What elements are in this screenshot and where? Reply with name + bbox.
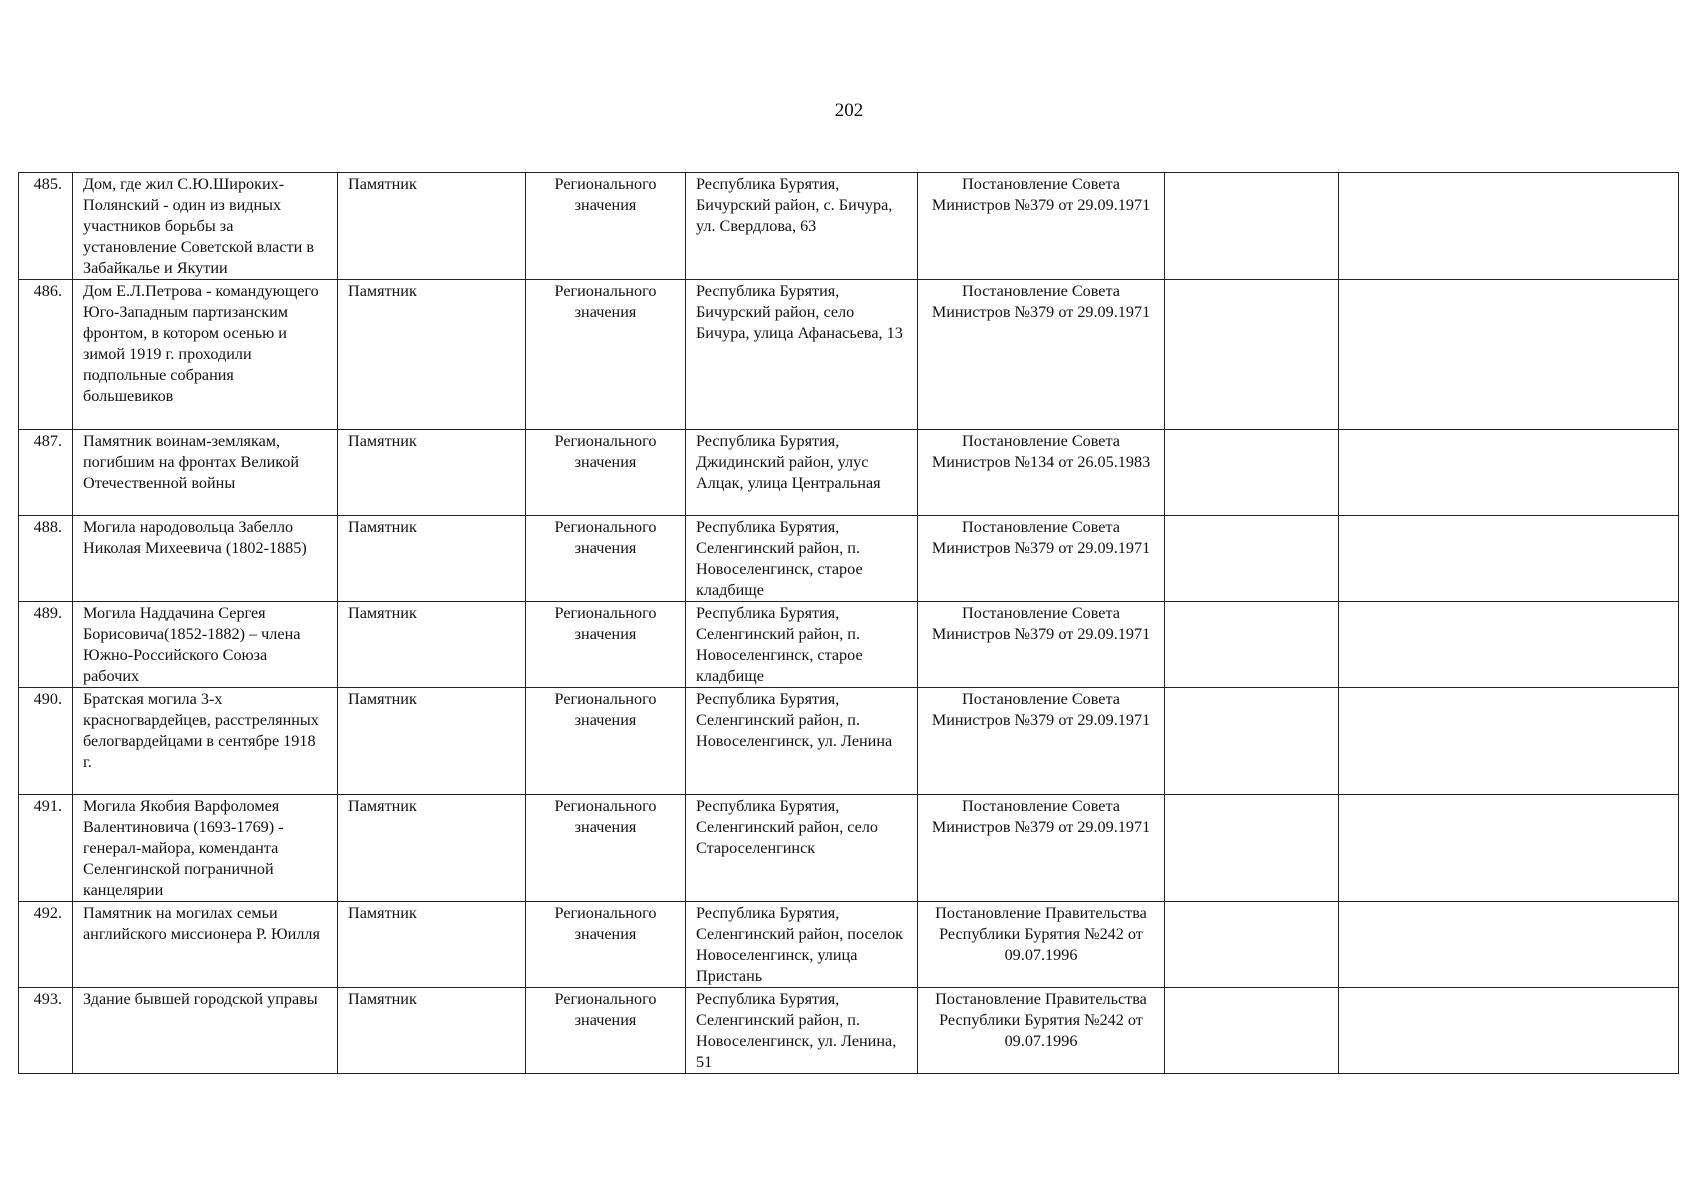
significance-category: Регионального значения	[526, 902, 686, 988]
significance-category: Регионального значения	[526, 795, 686, 902]
monument-name: Могила Наддачина Сергея Борисовича(1852-1882) – члена Южно-Российского Союза рабочих	[73, 602, 338, 688]
legal-document: Постановление Совета Министров №379 от 29.09.1971	[918, 516, 1165, 602]
empty-cell	[1339, 688, 1679, 795]
legal-document: Постановление Совета Министров №379 от 29.09.1971	[918, 280, 1165, 430]
monument-name: Памятник на могилах семьи английского миссионера Р. Юилля	[73, 902, 338, 988]
monument-type: Памятник	[338, 688, 526, 795]
empty-cell	[1165, 516, 1339, 602]
monument-type: Памятник	[338, 602, 526, 688]
significance-category: Регионального значения	[526, 173, 686, 280]
empty-cell	[1165, 430, 1339, 516]
table-row	[19, 602, 1679, 688]
empty-cell	[1339, 280, 1679, 430]
significance-category: Регионального значения	[526, 988, 686, 1074]
row-number: 489.	[19, 602, 73, 688]
significance-category: Регионального значения	[526, 516, 686, 602]
monument-type: Памятник	[338, 516, 526, 602]
monument-type: Памятник	[338, 430, 526, 516]
row-number: 486.	[19, 280, 73, 430]
monument-name: Памятник воинам-землякам, погибшим на фронтах Великой Отечественной войны	[73, 430, 338, 516]
monument-type: Памятник	[338, 173, 526, 280]
row-number: 488.	[19, 516, 73, 602]
legal-document: Постановление Совета Министров №379 от 29.09.1971	[918, 173, 1165, 280]
row-number: 493.	[19, 988, 73, 1074]
legal-document: Постановление Совета Министров №379 от 29.09.1971	[918, 688, 1165, 795]
empty-cell	[1339, 173, 1679, 280]
significance-category: Регионального значения	[526, 602, 686, 688]
location-address: Республика Бурятия, Селенгинский район, поселок Новоселенгинск, улица Пристань	[686, 902, 918, 988]
location-address: Республика Бурятия, Селенгинский район, п. Новоселенгинск, старое кладбище	[686, 516, 918, 602]
monument-name: Братская могила 3-х красногвардейцев, расстрелянных белогвардейцами в сентябре 1918 г.	[73, 688, 338, 795]
table-row	[19, 173, 1679, 280]
table-row	[19, 902, 1679, 988]
monument-name: Дом, где жил С.Ю.Широких-Полянский - один из видных участников борьбы за установление Советской власти в Забайкалье и Якутии	[73, 173, 338, 280]
table-row	[19, 430, 1679, 516]
empty-cell	[1165, 602, 1339, 688]
empty-cell	[1165, 988, 1339, 1074]
row-number: 487.	[19, 430, 73, 516]
table-row	[19, 795, 1679, 902]
row-number: 491.	[19, 795, 73, 902]
row-number: 485.	[19, 173, 73, 280]
location-address: Республика Бурятия, Джидинский район, улус Алцак, улица Центральная	[686, 430, 918, 516]
empty-cell	[1165, 173, 1339, 280]
location-address: Республика Бурятия, Бичурский район, с. Бичура, ул. Свердлова, 63	[686, 173, 918, 280]
monument-type: Памятник	[338, 902, 526, 988]
monument-type: Памятник	[338, 280, 526, 430]
empty-cell	[1165, 688, 1339, 795]
location-address: Республика Бурятия, Селенгинский район, село Староселенгинск	[686, 795, 918, 902]
location-address: Республика Бурятия, Бичурский район, село Бичура, улица Афанасьева, 13	[686, 280, 918, 430]
empty-cell	[1339, 988, 1679, 1074]
monument-name: Могила народовольца Забелло Николая Михеевича (1802-1885)	[73, 516, 338, 602]
legal-document: Постановление Правительства Республики Бурятия №242 от 09.07.1996	[918, 902, 1165, 988]
empty-cell	[1339, 602, 1679, 688]
legal-document: Постановление Совета Министров №134 от 26.05.1983	[918, 430, 1165, 516]
location-address: Республика Бурятия, Селенгинский район, п. Новоселенгинск, старое кладбище	[686, 602, 918, 688]
empty-cell	[1339, 902, 1679, 988]
monument-name: Здание бывшей городской управы	[73, 988, 338, 1074]
table-row	[19, 516, 1679, 602]
empty-cell	[1339, 430, 1679, 516]
empty-cell	[1165, 795, 1339, 902]
legal-document: Постановление Совета Министров №379 от 29.09.1971	[918, 602, 1165, 688]
legal-document: Постановление Правительства Республики Бурятия №242 от 09.07.1996	[918, 988, 1165, 1074]
table-body	[19, 173, 1679, 1074]
monument-type: Памятник	[338, 795, 526, 902]
table-row	[19, 280, 1679, 430]
monuments-table	[18, 172, 1679, 1074]
significance-category: Регионального значения	[526, 688, 686, 795]
table-row	[19, 988, 1679, 1074]
row-number: 492.	[19, 902, 73, 988]
monument-name: Дом Е.Л.Петрова - командующего Юго-Западным партизанским фронтом, в котором осенью и зимой 1919 г. проходили подпольные собрания большевиков	[73, 280, 338, 430]
significance-category: Регионального значения	[526, 280, 686, 430]
legal-document: Постановление Совета Министров №379 от 29.09.1971	[918, 795, 1165, 902]
location-address: Республика Бурятия, Селенгинский район, п. Новоселенгинск, ул. Ленина	[686, 688, 918, 795]
table-row	[19, 688, 1679, 795]
location-address: Республика Бурятия, Селенгинский район, п. Новоселенгинск, ул. Ленина, 51	[686, 988, 918, 1074]
monument-type: Памятник	[338, 988, 526, 1074]
row-number: 490.	[19, 688, 73, 795]
empty-cell	[1339, 795, 1679, 902]
empty-cell	[1165, 280, 1339, 430]
significance-category: Регионального значения	[526, 430, 686, 516]
page-number: 202	[834, 100, 864, 121]
empty-cell	[1339, 516, 1679, 602]
monument-name: Могила Якобия Варфоломея Валентиновича (1693-1769) - генерал-майора, коменданта Селенгинской пограничной канцелярии	[73, 795, 338, 902]
empty-cell	[1165, 902, 1339, 988]
